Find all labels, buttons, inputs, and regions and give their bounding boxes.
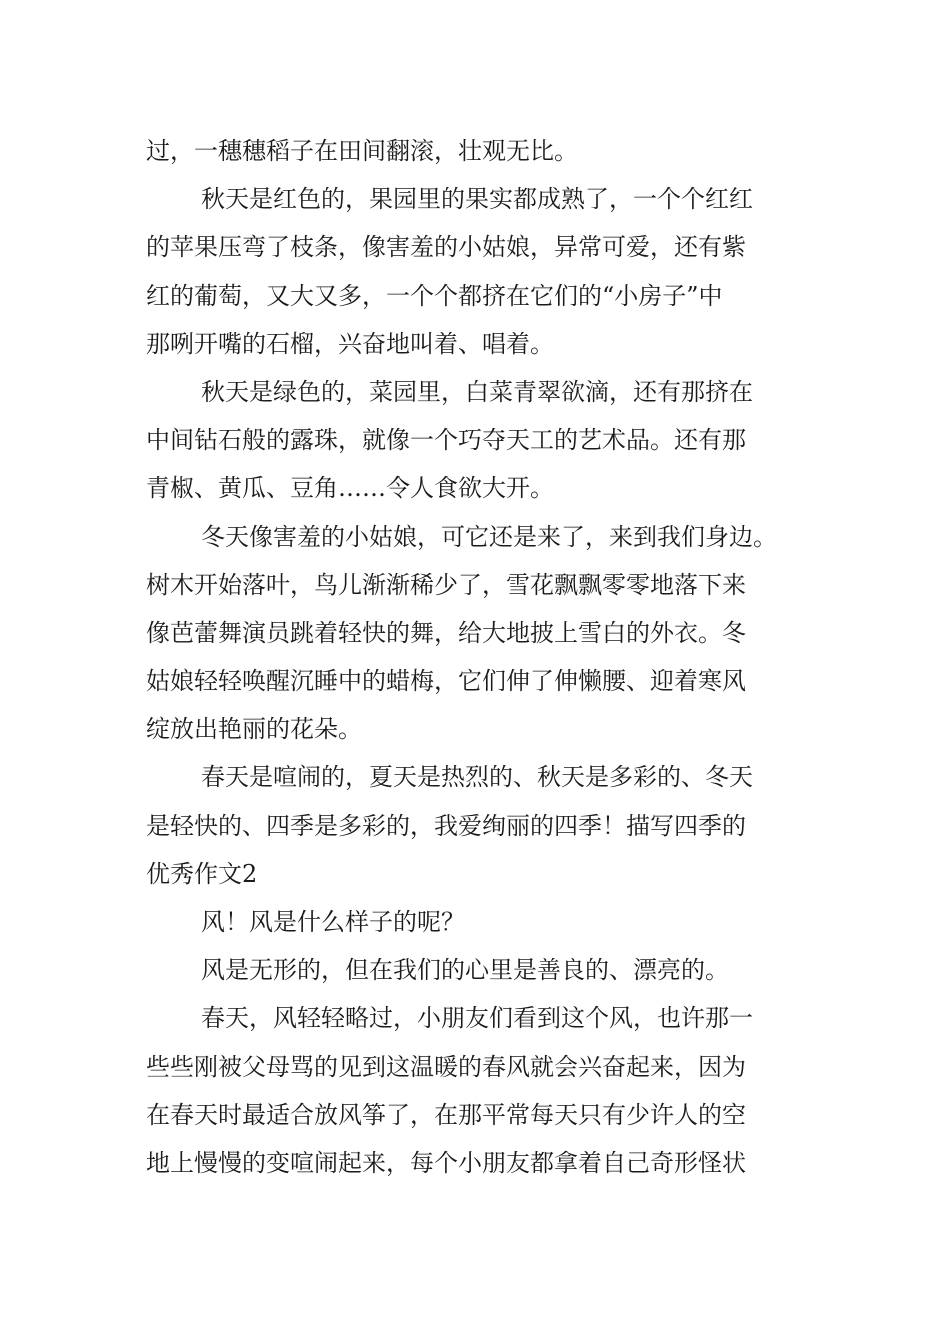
text-line: 中间钻石般的露珠，就像一个巧夺天工的艺术品。还有那	[146, 426, 746, 455]
text-line: 秋天是绿色的，菜园里，白菜青翠欲滴，还有那挤在	[201, 377, 753, 406]
essay-text	[146, 127, 816, 1187]
text-line: 是轻快的、四季是多彩的，我爱绚丽的四季！描写四季的	[146, 811, 746, 840]
text-line: 绽放出艳丽的花朵。	[146, 715, 362, 744]
text-line: 像芭蕾舞演员跳着轻快的舞，给大地披上雪白的外衣。冬	[146, 618, 746, 647]
text-line: 风！风是什么样子的呢？	[201, 908, 465, 936]
text-line: 优秀作文2	[146, 859, 258, 888]
text-line: 春天，风轻轻略过，小朋友们看到这个风，也许那一	[201, 1004, 753, 1033]
text-line: 地上慢慢的变喧闹起来，每个小朋友都拿着自己奇形怪状	[146, 1148, 746, 1177]
text-line: 春天是喧闹的，夏天是热烈的、秋天是多彩的、冬天	[201, 763, 753, 792]
text-line: 的苹果压弯了枝条，像害羞的小姑娘，异常可爱，还有紫	[146, 233, 746, 262]
text-line: 过，一穗穗稻子在田间翻滚，壮观无比。	[146, 137, 578, 165]
text-line: 树木开始落叶，鸟儿渐渐稀少了，雪花飘飘零零地落下来	[146, 570, 746, 599]
text-line: 些些刚被父母骂的见到这温暖的春风就会兴奋起来，因为	[146, 1052, 746, 1081]
text-line: 那咧开嘴的石榴，兴奋地叫着、唱着。	[146, 329, 554, 358]
text-line: 冬天像害羞的小姑娘，可它还是来了，来到我们身边。	[201, 522, 777, 551]
text-line: 风是无形的，但在我们的心里是善良的、漂亮的。	[201, 956, 729, 985]
text-line: 青椒、黄瓜、豆角……令人食欲大开。	[146, 474, 554, 503]
text-line: 红的葡萄，又大又多，一个个都挤在它们的“小房子”中	[146, 281, 723, 310]
text-line: 姑娘轻轻唤醒沉睡中的蜡梅，它们伸了伸懒腰、迎着寒风	[146, 667, 746, 696]
text-line: 秋天是红色的，果园里的果实都成熟了，一个个红红	[201, 185, 753, 214]
text-line: 在春天时最适合放风筝了，在那平常每天只有少许人的空	[146, 1100, 746, 1129]
